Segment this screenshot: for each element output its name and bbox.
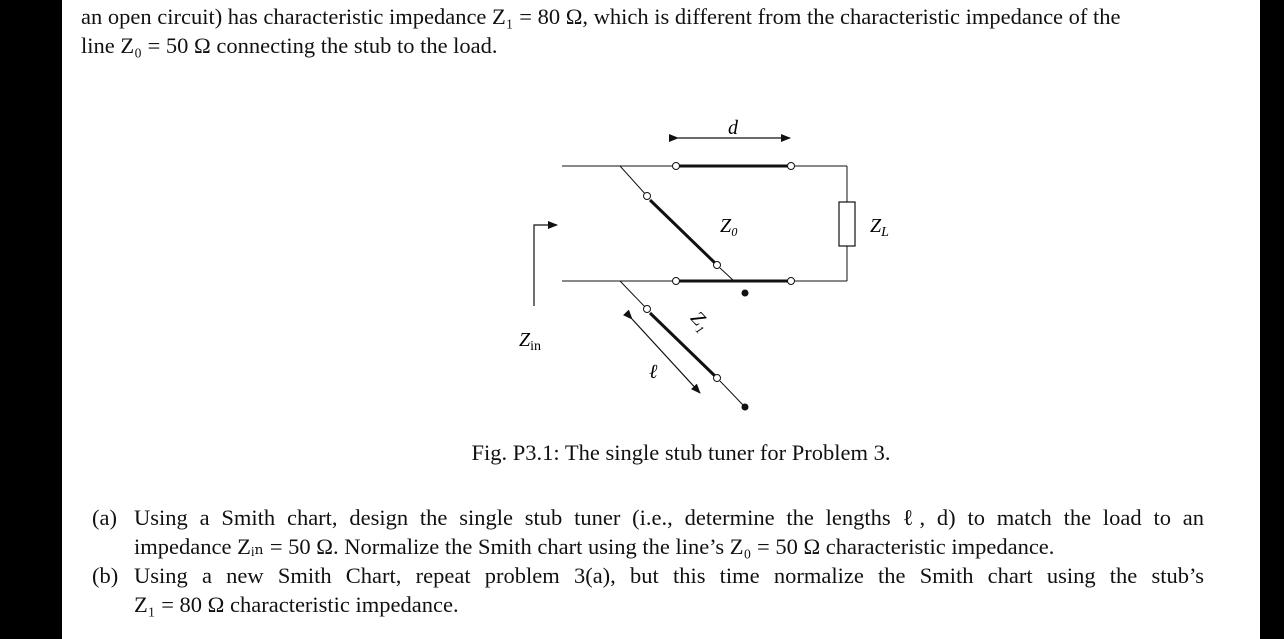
z0-bottom-right-terminal [788, 278, 795, 285]
item-a-line-1: Using a Smith chart, design the single stub tuner (i.e., determine the lengths ℓ, d) to match the load to an [134, 505, 1204, 530]
problem-items [92, 503, 1204, 619]
item-b-line-1: Using a new Smith Chart, repeat problem 3(a), but this time normalize the Smith chart using the stub’s [134, 563, 1204, 588]
d-label: d [728, 117, 738, 139]
z0-bottom-left-terminal [673, 278, 680, 285]
diagonal-z0-thick [650, 200, 715, 263]
item-b-line-2: Z₁ = 80 Ω characteristic impedance. [134, 592, 459, 617]
z0-label: Z₀ [720, 215, 739, 237]
item-a-label: (a) [92, 505, 117, 530]
diagonal-end-dot [742, 290, 749, 297]
diagonal-thin-top [620, 166, 647, 196]
l-label: ℓ [649, 361, 658, 383]
stub-tuner-figure [442, 108, 889, 418]
zl-label: $Z_L$ [870, 215, 889, 240]
zin-label: $Z_{in}$ [519, 329, 542, 354]
z1-label: Z₁ [685, 307, 715, 336]
document-page [62, 0, 1260, 639]
z0-top-right-terminal [788, 163, 795, 170]
diagonal-thin-bottom [720, 268, 734, 281]
intro-paragraph [81, 2, 1206, 60]
stub-thin-top [620, 281, 647, 309]
figure-caption [62, 440, 1260, 466]
stub-tuner-diagram [442, 108, 889, 418]
stub-thin-bottom [720, 381, 743, 405]
paragraph-line-2: line Z₀ = 50 Ω connecting the stub to the load. [81, 33, 498, 58]
diagonal-bottom-terminal [714, 262, 721, 269]
diagonal-top-terminal [644, 193, 651, 200]
stub-bottom-terminal [714, 375, 721, 382]
load-resistor [839, 202, 855, 246]
paragraph-line-1: an open circuit) has characteristic impedance Z₁ = 80 Ω, which is different from the characteristic impedance of the [81, 4, 1121, 29]
item-a-line-2: impedance Zᵢₙ = 50 Ω. Normalize the Smith chart using the line’s Z₀ = 50 Ω characteristic impedance. [134, 534, 1055, 559]
problem-item-a [92, 503, 1204, 561]
zin-arrow [534, 225, 557, 306]
stub-top-terminal [644, 306, 651, 313]
z0-top-left-terminal [673, 163, 680, 170]
caption-text: Fig. P3.1: The single stub tuner for Problem 3. [471, 440, 891, 465]
item-b-label: (b) [92, 563, 119, 588]
problem-item-b [92, 561, 1204, 619]
stub-end-dot [742, 404, 749, 411]
